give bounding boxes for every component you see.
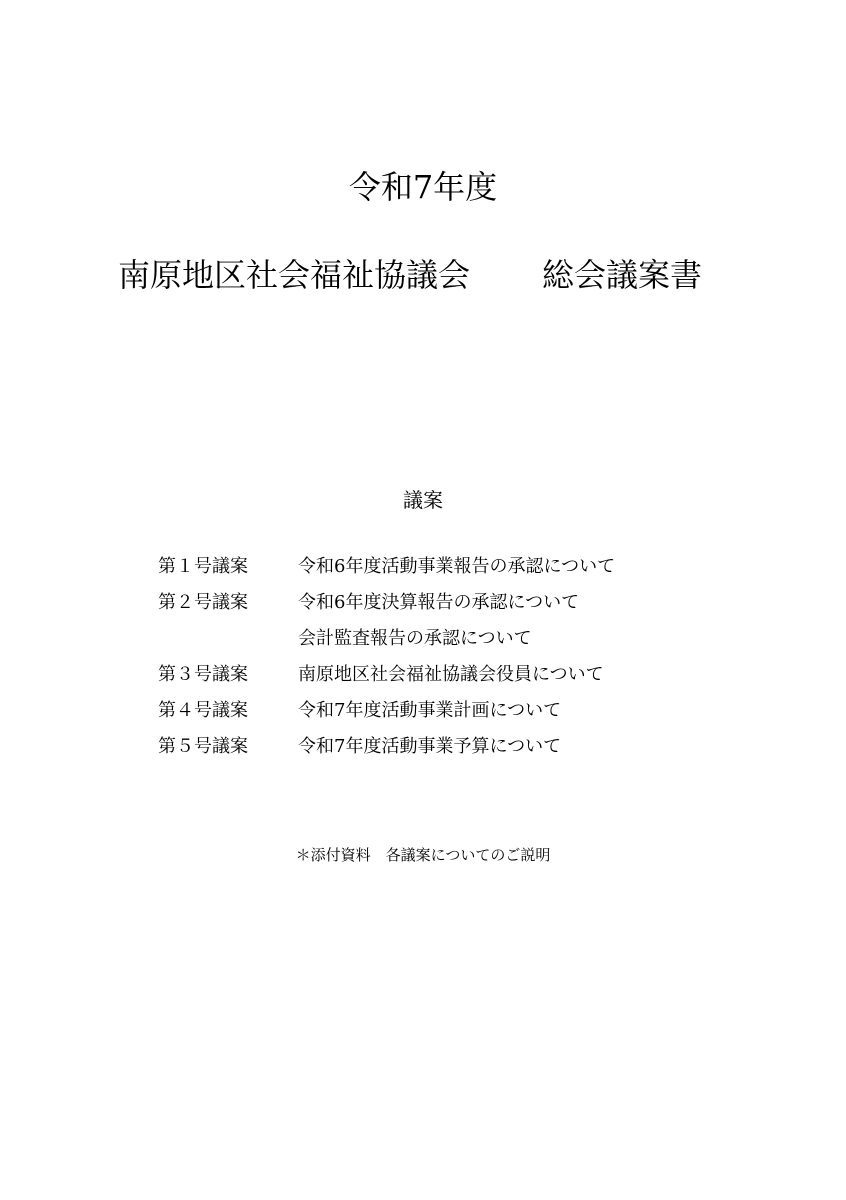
agenda-item-1	[158, 552, 718, 588]
organization-name: 南原地区社会福祉協議会	[118, 256, 471, 294]
agenda-item-number: 第４号議案	[158, 700, 248, 721]
agenda-item-subject: 令和6年度決算報告の承認について	[298, 592, 580, 613]
agenda-item-subject: 令和7年度活動事業計画について	[298, 700, 562, 721]
agenda-item-number: 第３号議案	[158, 664, 248, 685]
agenda-item-number	[158, 624, 298, 660]
agenda-list	[158, 552, 718, 768]
agenda-item-subject: 南原地区社会福祉協議会役員について	[298, 664, 604, 685]
agenda-item-subject: 令和6年度活動事業報告の承認について	[298, 556, 616, 577]
agenda-item-2-continued	[158, 624, 718, 660]
agenda-item-2	[158, 588, 718, 624]
agenda-heading: 議案	[403, 488, 443, 512]
agenda-item-subject: 会計監査報告の承認について	[298, 628, 532, 649]
agenda-item-4	[158, 696, 718, 732]
attachment-note: ＊添付資料 各議案についてのご説明	[295, 846, 551, 864]
agenda-item-number: 第１号議案	[158, 556, 248, 577]
agenda-item-number: 第２号議案	[158, 592, 248, 613]
agenda-item-5	[158, 732, 718, 768]
agenda-item-subject: 令和7年度活動事業予算について	[298, 736, 562, 757]
agenda-item-3	[158, 660, 718, 696]
document-title	[118, 250, 758, 296]
document-type: 総会議案書	[542, 256, 703, 294]
agenda-item-number: 第５号議案	[158, 736, 248, 757]
fiscal-year-title: 令和7年度	[348, 168, 498, 206]
